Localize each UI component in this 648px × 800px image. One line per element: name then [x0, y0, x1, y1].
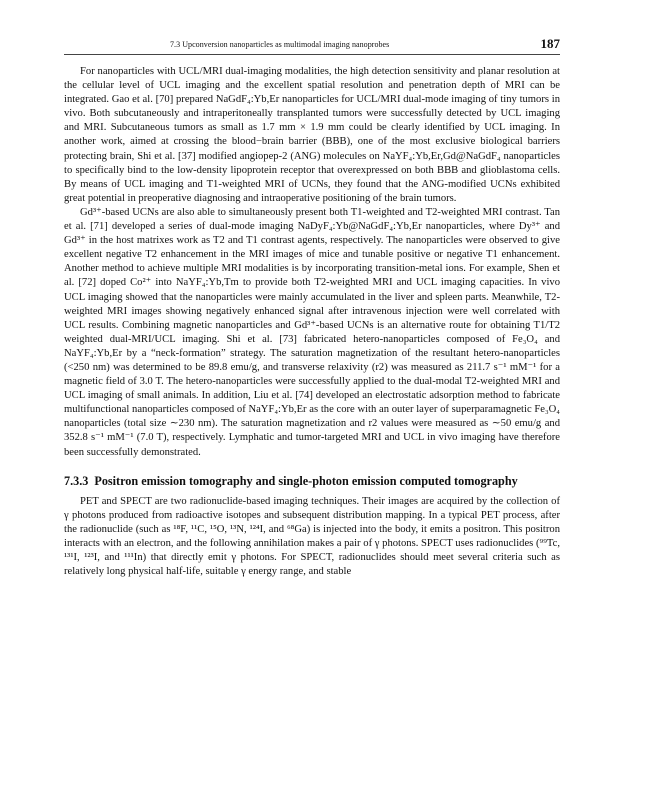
section-heading	[64, 474, 560, 489]
page-header	[64, 36, 560, 55]
body-text	[64, 65, 560, 579]
section-title: Positron emission tomography and single-photon emission computed tomography	[94, 473, 518, 488]
paragraph-gd-based-ucns: Gd³⁺-based UCNs are also able to simultaneously present both T1-weighted and T2-weighted MRI contrast. Tan et al. [71] developed a series of dual-mode imaging NaDyF₄:Yb@NaGdF₄:Yb,Er nanoparticles, where Dy³⁺ and Gd³⁺ in the host matrixes work as T2 and T1 contrast agents, respectively. The nanoparticles were observed to give excellent negative T2 enhancement in the MRI images of mice and tunable positive or negative T1 enhancement. Another method to achieve multiple MRI modalities is by incorporating transition-metal ions. For example, Shen et al. [72] doped Co²⁺ into NaYF₄:Yb,Tm to provide both T2-weighted MRI and UCL imaging capacities. In vivo UCL imaging showed that the nanoparticles were mainly accumulated in the liver and spleen parts. Meanwhile, T2-weighted MRI images showing negatively enhanced signal after intravenous injection were well correlated with UCL results. Combining magnetic nanoparticles and Gd³⁺-based UCNs is an alternative route for obtaining T1/T2 weighted dual-MRI/UCL imaging. Shi et al. [73] fabricated hetero-nanoparticles composed of Fe₃O₄ and NaYF₄:Yb,Er by a “neck-formation” strategy. The saturation magnetization of the resultant hetero-nanoparticles (<250 nm) was determined to be 89.8 emu/g, and transverse relaxivity (r2) was measured as 211.7 s⁻¹ mM⁻¹ for a magnetic field of 3.0 T. The hetero-nanoparticles were successfully applied to the dual-modal T2-weighted MRI and UCL imaging of small animals. In addition, Liu et al. [74] developed an electrostatic adsorption method to fabricate multifunctional nanoparticles composed of NaYF₄:Yb,Er as the core with an outer layer of superparamagnetic Fe₃O₄ nanoparticles (total size ∼230 nm). The saturation magnetization and r2 values were measured as ∼50 emu/g and 352.8 s⁻¹ mM⁻¹ (7.0 T), respectively. Lymphatic and tumor-targeted MRI and UCL in vivo imaging have therefore been successfully demonstrated.	[64, 206, 560, 458]
running-head: 7.3 Upconversion nanoparticles as multimodal imaging nanoprobes	[170, 40, 390, 49]
paragraph-pet-spect: PET and SPECT are two radionuclide-based imaging techniques. Their images are acquired by the collection of γ photons produced from radioactive isotopes and subsequent distribution mapping. In a typical PET process, after the radionuclide (such as ¹⁸F, ¹¹C, ¹⁵O, ¹³N, ¹²⁴I, and ⁶⁸Ga) is injected into the body, it emits a positron. This positron interacts with an electron, and the following annihilation makes a pair of γ photons. SPECT uses radionuclides (⁹⁹Tc, ¹³¹I, ¹²³I, and ¹¹¹In) that directly emit γ photons. For SPECT, radionuclides should meet several criteria such as relatively long physical half-life, suitable γ energy range, and stable	[64, 495, 560, 578]
book-page	[64, 36, 560, 579]
page-number: 187	[540, 36, 560, 51]
section-number: 7.3.3	[64, 473, 89, 488]
paragraph-ucl-mri-dual-imaging: For nanoparticles with UCL/MRI dual-imaging modalities, the high detection sensitivity and planar resolution at the cellular level of UCL imaging and the excellent spatial resolution and penetration depth of MRI can be integrated. Gao et al. [70] prepared NaGdF₄:Yb,Er nanoparticles for UCL/MRI dual-mode imaging of tiny tumors in vivo. Both subcutaneously and intraperitoneally transplanted tumors were successfully detected by UCL imaging and MRI. Subcutaneous tumors as small as 1.7 mm × 1.9 mm could be clearly identified by UCL imaging. In another work, aimed at crossing the blood−brain barrier (BBB), one of the most exclusive biological barriers protecting brain, Shi et al. [37] modified angiopep-2 (ANG) molecules on NaYF₄:Yb,Er,Gd@NaGdF₄ nanoparticles to specifically bind to the low-density lipoprotein receptor that overexpressed on both BBB and glioblastoma cells. By means of UCL imaging and T1-weighted MRI of UCNs, they found that the ANG-modified UCNs exhibited great potential in preoperative diagnosing and intraoperative positioning of the brain tumors.	[64, 66, 560, 204]
